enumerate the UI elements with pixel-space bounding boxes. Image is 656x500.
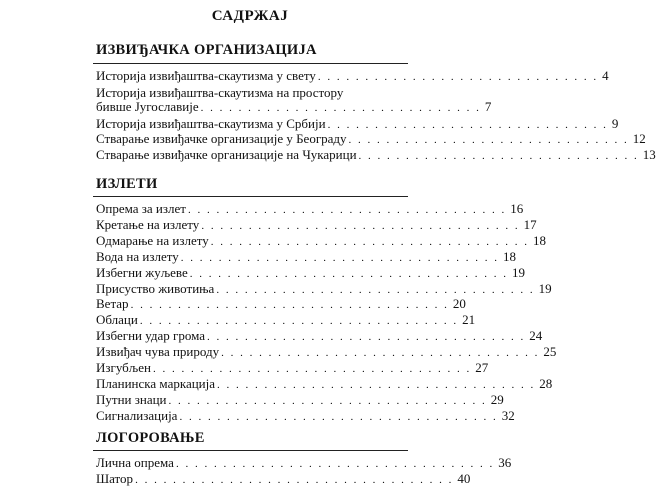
- toc-entry: [96, 344, 557, 360]
- toc-entry: [96, 216, 537, 233]
- toc-entry-text: Стварање извиђачке организације на Чукарици: [96, 147, 357, 162]
- toc-entry-text: Изгубљен: [96, 360, 151, 375]
- toc-entry-text: Стварање извиђачке организације у Београду: [96, 131, 347, 146]
- leader-dots: . . . . . . . . . . . . . . . . . . . . . . . . . . . . . . . . . .: [207, 331, 526, 344]
- toc-entry-text: Историја извиђаштва-скаутизма у свету: [96, 68, 316, 83]
- toc-entry-text: Историја извиђаштва-скаутизма у Србији: [96, 116, 326, 131]
- toc-entry: [96, 131, 646, 147]
- leader-dots: . . . . . . . . . . . . . . . . . . . . . . . . . . . . . . . . . .: [152, 363, 472, 375]
- toc-entry-text: Путни знаци: [96, 391, 167, 407]
- toc-entry-page: 20: [452, 296, 466, 312]
- leader-dots: . . . . . . . . . . . . . . . . . . . . . . . . . . . . . . . . . .: [130, 299, 449, 312]
- toc-entry-text: Опрема за излет: [96, 201, 186, 216]
- section-heading-camping: ЛОГОРОВАЊЕ: [96, 430, 205, 446]
- toc-entry-text-continued: бивше Југославије: [96, 99, 199, 114]
- toc-entry: [96, 68, 609, 84]
- toc-entry: [96, 201, 524, 217]
- toc-entry-text: Планинска маркација: [96, 375, 216, 391]
- leader-dots: . . . . . . . . . . . . . . . . . . . . . . . . . . . . . . . . . .: [216, 283, 535, 296]
- leader-dots: . . . . . . . . . . . . . . . . . . . . . . . . . . . . . .: [317, 71, 599, 83]
- leader-dots: . . . . . . . . . . . . . . . . . . . . . . . . . . . . . .: [348, 134, 629, 146]
- section-divider: [93, 63, 408, 64]
- toc-entry: [96, 455, 512, 471]
- toc-entry-text: Кретање на излету: [96, 216, 200, 232]
- toc-entry: [96, 375, 553, 392]
- leader-dots: . . . . . . . . . . . . . . . . . . . . . . . . . . . . . . . . . .: [168, 394, 487, 407]
- toc-entry: [96, 85, 492, 115]
- leader-dots: . . . . . . . . . . . . . . . . . . . . . . . . . . . . . . . . . .: [217, 378, 536, 391]
- leader-dots: . . . . . . . . . . . . . . . . . . . . . . . . . . . . . . . . . .: [139, 315, 459, 328]
- toc-entry-page: 17: [523, 216, 537, 232]
- page-title: САДРЖАЈ: [211, 8, 289, 24]
- toc-entry: [96, 360, 489, 376]
- toc-entry: [96, 248, 517, 265]
- toc-entry-page: 9: [611, 116, 619, 131]
- section-divider: [93, 196, 408, 197]
- toc-entry-page: 24: [529, 328, 543, 344]
- leader-dots: . . . . . . . . . . . . . . . . . . . . . . . . . . . . . . . . . .: [179, 410, 498, 423]
- toc-entry-page: 29: [490, 391, 504, 407]
- toc-entry-page: 25: [543, 344, 557, 360]
- toc-entry: [96, 471, 471, 487]
- toc-entry-text: Облаци: [96, 312, 138, 328]
- toc-entry-page: 40: [457, 471, 471, 486]
- toc-entry-page: 28: [539, 375, 553, 391]
- section-heading-trips: ИЗЛЕТИ: [96, 176, 158, 192]
- toc-entry-text: Одмарање на излету: [96, 232, 209, 248]
- toc-entry-page: 21: [462, 312, 476, 328]
- toc-entry: [96, 116, 619, 132]
- toc-entry-text: Избегни жуљеве: [96, 264, 188, 280]
- leader-dots: . . . . . . . . . . . . . . . . . . . . . . . . . . . . . . . . . .: [210, 235, 530, 248]
- leader-dots: . . . . . . . . . . . . . . . . . . . . . . . . . . . . . . . . . .: [189, 267, 509, 280]
- toc-entry: [96, 264, 526, 281]
- toc-entry: [96, 407, 515, 424]
- toc-entry-page: 7: [484, 99, 492, 114]
- toc-entry-text: Лична опрема: [96, 455, 174, 470]
- toc-entry: [96, 296, 466, 312]
- toc-entry-page: 13: [642, 147, 656, 162]
- toc-entry: [96, 280, 552, 297]
- toc-entry-page: 19: [538, 280, 552, 296]
- leader-dots: . . . . . . . . . . . . . . . . . . . . . . . . . . . . . . . . . .: [201, 219, 520, 232]
- leader-dots: . . . . . . . . . . . . . . . . . . . . . . . . . . . . . . . . . .: [221, 347, 540, 360]
- toc-entry: [96, 391, 504, 408]
- toc-entry-text: Сигнализација: [96, 407, 178, 423]
- toc-entry-page: 18: [503, 248, 517, 264]
- section-divider: [93, 450, 408, 451]
- toc-entry-page: 4: [602, 68, 609, 83]
- leader-dots: . . . . . . . . . . . . . . . . . . . . . . . . . . . . . . . . . .: [175, 458, 495, 470]
- toc-entry-page: 12: [632, 131, 646, 146]
- toc-entry-text: Вода на излету: [96, 248, 179, 264]
- toc-entry-page: 16: [510, 201, 524, 216]
- toc-entry-text: Извиђач чува природу: [96, 344, 220, 360]
- toc-entry-page: 19: [512, 264, 526, 280]
- toc-entry: [96, 328, 543, 344]
- toc-entry-text: Ветар: [96, 296, 129, 312]
- toc-entry-page: 36: [498, 455, 512, 470]
- toc-entry-text: Присуство животиња: [96, 280, 215, 296]
- toc-entry: [96, 312, 476, 328]
- toc-entry-text: Историја извиђаштва-скаутизма на простору: [96, 85, 344, 100]
- section-heading-organization: ИЗВИЂАЧКА ОРГАНИЗАЦИЈА: [96, 42, 317, 58]
- toc-entry-text: Избегни удар грома: [96, 328, 206, 344]
- toc-entry-page: 32: [501, 407, 515, 423]
- toc-entry: [96, 147, 656, 163]
- leader-dots: . . . . . . . . . . . . . . . . . . . . . . . . . . . . . .: [327, 119, 608, 131]
- leader-dots: . . . . . . . . . . . . . . . . . . . . . . . . . . . . . .: [200, 102, 481, 114]
- toc-entry-text: Шатор: [96, 471, 134, 486]
- toc-entry-page: 27: [475, 360, 489, 375]
- leader-dots: . . . . . . . . . . . . . . . . . . . . . . . . . . . . . . . . . .: [187, 204, 507, 216]
- leader-dots: . . . . . . . . . . . . . . . . . . . . . . . . . . . . . . . . . .: [180, 251, 500, 264]
- toc-entry-page: 18: [533, 232, 547, 248]
- toc-entry: [96, 232, 547, 249]
- leader-dots: . . . . . . . . . . . . . . . . . . . . . . . . . . . . . .: [358, 150, 639, 162]
- leader-dots: . . . . . . . . . . . . . . . . . . . . . . . . . . . . . . . . . .: [135, 474, 454, 486]
